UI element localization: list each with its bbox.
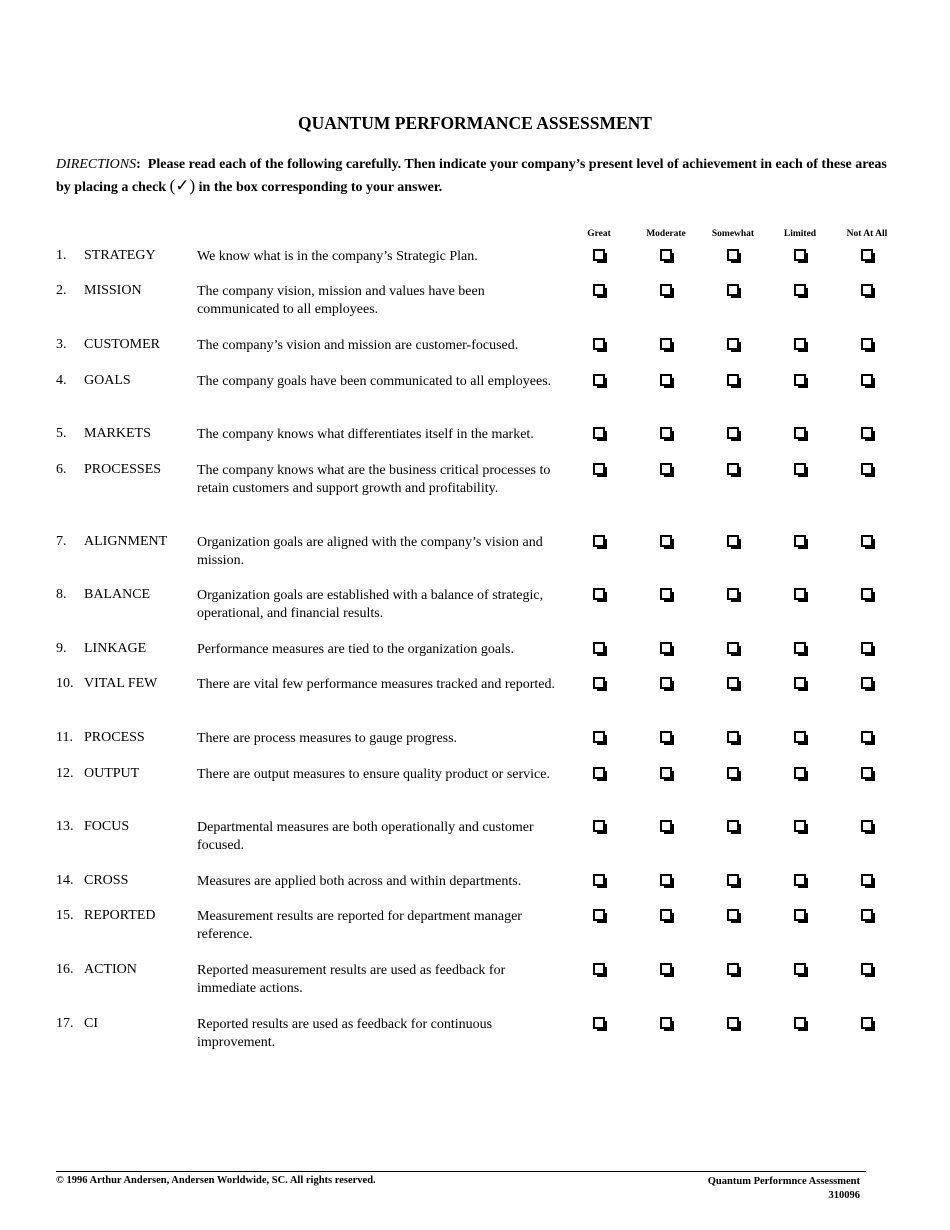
checkbox-great[interactable]: [593, 1017, 605, 1029]
checkbox-moderate[interactable]: [660, 374, 672, 386]
checkbox-moderate[interactable]: [660, 820, 672, 832]
checkbox-somewhat[interactable]: [727, 535, 739, 547]
checkbox-somewhat[interactable]: [727, 642, 739, 654]
item-number: 3.: [56, 337, 67, 352]
checkbox-limited[interactable]: [794, 731, 806, 743]
checkbox-great[interactable]: [593, 338, 605, 350]
checkbox-somewhat[interactable]: [727, 338, 739, 350]
item-statement: Measures are applied both across and within departments.: [197, 874, 522, 889]
checkbox-moderate[interactable]: [660, 731, 672, 743]
checkbox-not-at-all[interactable]: [861, 909, 873, 921]
checkbox-limited[interactable]: [794, 909, 806, 921]
checkbox-great[interactable]: [593, 284, 605, 296]
checkbox-limited[interactable]: [794, 963, 806, 975]
checkbox-not-at-all[interactable]: [861, 284, 873, 296]
item-number: 5.: [56, 426, 67, 441]
checkbox-somewhat[interactable]: [727, 909, 739, 921]
checkbox-great[interactable]: [593, 588, 605, 600]
item-category: CI: [84, 1016, 98, 1031]
checkbox-not-at-all[interactable]: [861, 820, 873, 832]
item-category: OUTPUT: [84, 766, 140, 781]
directions-label: DIRECTIONS: [56, 157, 137, 172]
checkbox-not-at-all[interactable]: [861, 642, 873, 654]
item-statement: Performance measures are tied to the organization goals.: [197, 642, 514, 657]
checkbox-limited[interactable]: [794, 463, 806, 475]
footer-divider: [56, 1171, 866, 1172]
item-category: REPORTED: [84, 908, 156, 923]
checkbox-limited[interactable]: [794, 338, 806, 350]
item-category: ACTION: [84, 962, 137, 977]
item-category: BALANCE: [84, 587, 151, 602]
item-statement: There are process measures to gauge progress.: [197, 731, 458, 746]
directions-text-end: in the box corresponding to your answer.: [198, 180, 443, 195]
checkbox-limited[interactable]: [794, 874, 806, 886]
checkbox-moderate[interactable]: [660, 767, 672, 779]
check-symbol: (✓): [169, 176, 196, 195]
item-category: ALIGNMENT: [84, 534, 168, 549]
checkbox-moderate[interactable]: [660, 427, 672, 439]
directions-text: Please read each of the following carefully. Then indicate your company’s present level of achievement in each of these areas by placing a check: [56, 157, 887, 195]
item-statement: The company goals have been communicated to all employees.: [197, 374, 552, 389]
page-title: QUANTUM PERFORMANCE ASSESSMENT: [298, 113, 652, 133]
item-statement: Departmental measures are both operationally and customer focused.: [197, 820, 534, 853]
checkbox-somewhat[interactable]: [727, 731, 739, 743]
checkbox-moderate[interactable]: [660, 338, 672, 350]
checkbox-moderate[interactable]: [660, 963, 672, 975]
item-category: MARKETS: [84, 426, 151, 441]
checkbox-not-at-all[interactable]: [861, 249, 873, 261]
checkbox-not-at-all[interactable]: [861, 874, 873, 886]
column-header-limited: Limited: [783, 229, 817, 239]
item-category: STRATEGY: [84, 248, 156, 263]
item-category: FOCUS: [84, 819, 130, 834]
item-number: 2.: [56, 283, 67, 298]
checkbox-not-at-all[interactable]: [861, 677, 873, 689]
checkbox-limited[interactable]: [794, 1017, 806, 1029]
item-statement: Measurement results are reported for department manager reference.: [197, 909, 522, 942]
checkbox-limited[interactable]: [794, 374, 806, 386]
item-statement: Organization goals are aligned with the company’s vision and mission.: [197, 535, 543, 568]
footer-doc-code: 310096: [828, 1190, 860, 1201]
item-number: 13.: [56, 819, 74, 834]
checkbox-moderate[interactable]: [660, 677, 672, 689]
item-number: 4.: [56, 373, 67, 388]
checkbox-limited[interactable]: [794, 535, 806, 547]
column-header-moderate: Moderate: [646, 229, 686, 239]
item-number: 10.: [56, 676, 74, 691]
checkbox-somewhat[interactable]: [727, 1017, 739, 1029]
checkbox-great[interactable]: [593, 427, 605, 439]
checkbox-somewhat[interactable]: [727, 874, 739, 886]
item-statement: The company knows what are the business critical processes to retain customers and support growth and profitability.: [197, 463, 551, 496]
checkbox-great[interactable]: [593, 677, 605, 689]
checkbox-not-at-all[interactable]: [861, 338, 873, 350]
item-statement: There are output measures to ensure quality product or service.: [197, 767, 550, 782]
checkbox-moderate[interactable]: [660, 249, 672, 261]
checkbox-moderate[interactable]: [660, 463, 672, 475]
checkbox-somewhat[interactable]: [727, 463, 739, 475]
item-category: PROCESSES: [84, 462, 162, 477]
item-number: 12.: [56, 766, 74, 781]
checkbox-great[interactable]: [593, 963, 605, 975]
item-category: VITAL FEW: [84, 676, 158, 691]
checkbox-somewhat[interactable]: [727, 588, 739, 600]
checkbox-somewhat[interactable]: [727, 249, 739, 261]
checkbox-not-at-all[interactable]: [861, 463, 873, 475]
checkbox-limited[interactable]: [794, 284, 806, 296]
footer-copyright: © 1996 Arthur Andersen, Andersen Worldwide, SC. All rights reserved.: [56, 1175, 376, 1186]
checkbox-somewhat[interactable]: [727, 963, 739, 975]
item-statement: Reported results are used as feedback for continuous improvement.: [197, 1017, 493, 1050]
checkbox-great[interactable]: [593, 909, 605, 921]
item-statement: The company vision, mission and values have been communicated to all employees.: [197, 284, 485, 317]
checkbox-great[interactable]: [593, 249, 605, 261]
checkbox-somewhat[interactable]: [727, 427, 739, 439]
column-header-somewhat: Somewhat: [711, 229, 755, 239]
checkbox-great[interactable]: [593, 374, 605, 386]
item-category: LINKAGE: [84, 641, 147, 656]
checkbox-great[interactable]: [593, 874, 605, 886]
item-number: 6.: [56, 462, 67, 477]
checkbox-somewhat[interactable]: [727, 677, 739, 689]
checkbox-not-at-all[interactable]: [861, 374, 873, 386]
item-number: 8.: [56, 587, 67, 602]
item-category: CROSS: [84, 873, 129, 888]
item-statement: There are vital few performance measures tracked and reported.: [197, 677, 555, 692]
checkbox-great[interactable]: [593, 535, 605, 547]
checkbox-great[interactable]: [593, 642, 605, 654]
checkbox-not-at-all[interactable]: [861, 731, 873, 743]
checkbox-great[interactable]: [593, 731, 605, 743]
item-statement: Reported measurement results are used as feedback for immediate actions.: [197, 963, 506, 996]
checkbox-not-at-all[interactable]: [861, 535, 873, 547]
checkbox-not-at-all[interactable]: [861, 767, 873, 779]
item-number: 11.: [56, 730, 73, 745]
checkbox-limited[interactable]: [794, 642, 806, 654]
checkbox-limited[interactable]: [794, 588, 806, 600]
checkbox-not-at-all[interactable]: [861, 427, 873, 439]
item-statement: The company’s vision and mission are customer-focused.: [197, 338, 519, 353]
footer-doc-info: [708, 1175, 860, 1203]
item-number: 16.: [56, 962, 74, 977]
item-category: PROCESS: [84, 730, 145, 745]
checkbox-limited[interactable]: [794, 249, 806, 261]
item-category: GOALS: [84, 373, 131, 388]
item-statement: We know what is in the company’s Strategic Plan.: [197, 249, 478, 264]
item-statement: Organization goals are established with a balance of strategic, operational, and financial results.: [197, 588, 544, 621]
checkbox-great[interactable]: [593, 820, 605, 832]
item-number: 14.: [56, 873, 74, 888]
checkbox-somewhat[interactable]: [727, 284, 739, 296]
column-header-not-at-all: Not At All: [846, 229, 888, 239]
checkbox-somewhat[interactable]: [727, 767, 739, 779]
checkbox-limited[interactable]: [794, 767, 806, 779]
checkbox-moderate[interactable]: [660, 535, 672, 547]
checkbox-not-at-all[interactable]: [861, 1017, 873, 1029]
checkbox-moderate[interactable]: [660, 284, 672, 296]
footer-doc-title: Quantum Performnce Assessment: [707, 1176, 860, 1187]
item-number: 17.: [56, 1016, 74, 1031]
checkbox-limited[interactable]: [794, 427, 806, 439]
checkbox-not-at-all[interactable]: [861, 588, 873, 600]
item-number: 9.: [56, 641, 67, 656]
column-header-great: Great: [587, 229, 611, 239]
checkbox-limited[interactable]: [794, 677, 806, 689]
item-number: 15.: [56, 908, 74, 923]
checkbox-somewhat[interactable]: [727, 374, 739, 386]
checkbox-great[interactable]: [593, 767, 605, 779]
directions: DIRECTIONS: Please read each of the following carefully. Then indicate your company’s present level of achievement in each of these areas by placing a check (✓) in the box corresponding to your answer.: [56, 157, 887, 195]
checkbox-moderate[interactable]: [660, 642, 672, 654]
item-number: 7.: [56, 534, 67, 549]
checkbox-moderate[interactable]: [660, 874, 672, 886]
checkbox-not-at-all[interactable]: [861, 963, 873, 975]
checkbox-moderate[interactable]: [660, 1017, 672, 1029]
checkbox-moderate[interactable]: [660, 909, 672, 921]
checkbox-great[interactable]: [593, 463, 605, 475]
checkbox-limited[interactable]: [794, 820, 806, 832]
checkbox-somewhat[interactable]: [727, 820, 739, 832]
item-category: CUSTOMER: [84, 337, 160, 352]
checkbox-moderate[interactable]: [660, 588, 672, 600]
item-category: MISSION: [84, 283, 142, 298]
item-statement: The company knows what differentiates itself in the market.: [197, 427, 534, 442]
item-number: 1.: [56, 248, 67, 263]
